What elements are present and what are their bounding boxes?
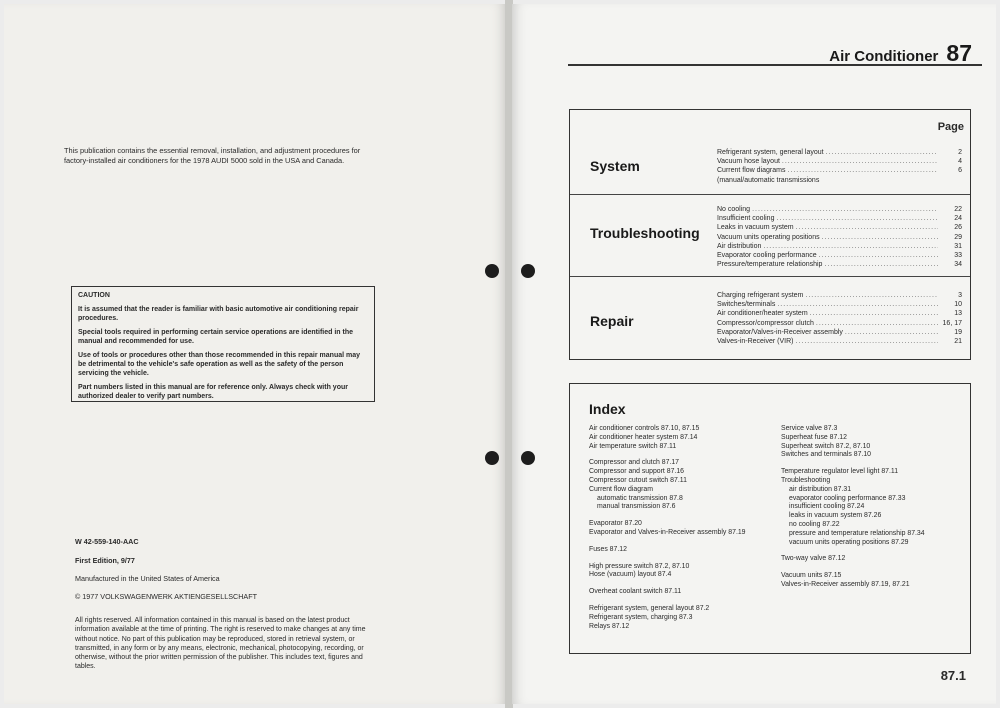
toc-entry: Valves-in-Receiver (VIR) ..... 21 xyxy=(717,337,962,346)
toc-entry: No cooling ..... 22 xyxy=(717,205,962,214)
toc-entry: Air conditioner/heater system ..... 13 xyxy=(717,309,962,318)
index-column-left xyxy=(589,425,779,639)
index-group xyxy=(589,459,779,512)
publication-number: W 42-559-140-AAC xyxy=(75,537,139,546)
toc-entry: Refrigerant system, general layout ..... 2 xyxy=(717,148,962,157)
toc-entry: Vacuum units operating positions ..... 29 xyxy=(717,233,962,242)
index-entry: Refrigerant system, general layout 87.2 xyxy=(589,604,710,612)
toc-entry: Evaporator cooling performance ..... 33 xyxy=(717,251,962,260)
copyright: © 1977 VOLKSWAGENWERK AKTIENGESELLSCHAFT xyxy=(75,592,257,601)
caution-paragraph: Special tools required in performing certain service operations are identified in the manual and recommended for use. xyxy=(78,329,354,345)
index-entry: Service valve 87.3 xyxy=(781,425,838,432)
toc-section-troubleshooting xyxy=(570,194,970,277)
section-entries xyxy=(717,291,962,346)
index-entry: Superheat switch 87.2, 87.10 xyxy=(781,442,871,450)
binder-hole xyxy=(521,451,535,465)
chapter-header xyxy=(829,40,972,67)
index-entry: Switches and terminals 87.10 xyxy=(781,451,872,459)
toc-entry: Insufficient cooling ..... 24 xyxy=(717,214,962,223)
index-entry: Superheat fuse 87.12 xyxy=(781,433,847,441)
toc-entry: Leaks in vacuum system ..... 26 xyxy=(717,223,962,232)
index-entry: Hose (vacuum) layout 87.4 xyxy=(589,571,672,579)
chapter-title: Air Conditioner xyxy=(829,48,939,65)
toc-entry: Pressure/temperature relationship ..... 34 xyxy=(717,260,962,269)
section-title: Troubleshooting xyxy=(590,225,700,241)
index-entry: leaks in vacuum system 87.26 xyxy=(789,512,882,520)
index-group xyxy=(589,425,779,451)
index-entry: High pressure switch 87.2, 87.10 xyxy=(589,562,690,570)
header-rule xyxy=(568,64,982,66)
index-group xyxy=(589,605,779,631)
index-entry: insufficient cooling 87.24 xyxy=(789,503,865,511)
index-entry: Evaporator 87.20 xyxy=(589,520,642,528)
index-entry: Troubleshooting xyxy=(781,476,831,484)
index-entry: automatic transmission 87.8 xyxy=(597,494,683,502)
index-entry: manual transmission 87.6 xyxy=(597,503,676,511)
section-title: Repair xyxy=(590,313,634,329)
index-entry: Air temperature switch 87.11 xyxy=(589,442,677,450)
index-entry: Vacuum units 87.15 xyxy=(781,572,842,580)
page-column-label: Page xyxy=(937,121,964,133)
index-group xyxy=(781,572,967,590)
caution-paragraph: Use of tools or procedures other than those recommended in this repair manual may be detrimental to the vehicle's safe operation as well as the safety of the person servicing the vehicle. xyxy=(78,352,361,377)
index-entry: Valves-in-Receiver assembly 87.19, 87.21 xyxy=(781,580,910,588)
intro-text: This publication contains the essential removal, installation, and adjustment procedures for factory-installed air conditioners for the 1978 AUDI 5000 sold in the USA and Canada. xyxy=(64,146,361,165)
index-box xyxy=(569,383,971,654)
caution-paragraph: Part numbers listed in this manual are for reference only. Always check with your authorized dealer to verify part numbers. xyxy=(78,384,348,400)
index-group xyxy=(589,588,779,597)
section-title: System xyxy=(590,158,640,174)
binder-hole xyxy=(521,264,535,278)
index-entry: Relays 87.12 xyxy=(589,622,630,630)
binder-hole xyxy=(485,451,499,465)
index-entry: evaporator cooling performance 87.33 xyxy=(789,494,906,502)
index-entry: Temperature regulator level light 87.11 xyxy=(781,468,899,476)
index-group xyxy=(781,555,967,564)
contents-box xyxy=(569,109,971,360)
manufactured-note: Manufactured in the United States of America xyxy=(75,574,220,583)
index-title: Index xyxy=(589,401,626,417)
index-entry: Air conditioner controls 87.10, 87.15 xyxy=(589,425,700,432)
toc-entry: Compressor/compressor clutch ..... 16, 17 xyxy=(717,319,962,328)
index-entry: Fuses 87.12 xyxy=(589,545,627,553)
index-group xyxy=(589,563,779,581)
left-page xyxy=(4,4,506,704)
index-entry: Two-way valve 87.12 xyxy=(781,555,846,563)
toc-entry: Charging refrigerant system ..... 3 xyxy=(717,291,962,300)
rights-text: All rights reserved. All information contained in this manual is based on the latest product information available at the time of printing. The right is reserved to make changes at any time without notice. No part of this publication may be reproduced, stored in retrieval system, or transmitted, in any form or by any means, electronic, mechanical, photocopying, recording, or otherwise, without the prior written permission of the publisher. This includes text, figures and tables. xyxy=(75,617,366,671)
caution-box xyxy=(71,286,375,402)
right-page xyxy=(512,4,996,704)
binder-hole xyxy=(485,264,499,278)
toc-entry: Vacuum hose layout ..... 4 xyxy=(717,157,962,166)
toc-section-repair xyxy=(570,276,970,360)
index-entry: Current flow diagram xyxy=(589,485,653,493)
index-group xyxy=(589,546,779,555)
index-group xyxy=(589,520,779,538)
caution-title: CAUTION xyxy=(78,292,110,299)
toc-entry: Air distribution ..... 31 xyxy=(717,242,962,251)
index-entry: Overheat coolant switch 87.11 xyxy=(589,588,682,596)
index-entry: vacuum units operating positions 87.29 xyxy=(789,538,909,546)
toc-section-system xyxy=(570,110,970,194)
index-entry: air distribution 87.31 xyxy=(789,485,852,493)
index-entry: Compressor and support 87.16 xyxy=(589,468,684,476)
index-group xyxy=(781,425,967,460)
toc-entry: Switches/terminals ..... 10 xyxy=(717,300,962,309)
toc-entry: Current flow diagrams ..... 6 xyxy=(717,166,962,175)
index-entry: no cooling 87.22 xyxy=(789,520,840,528)
toc-entry: Evaporator/Valves-in-Receiver assembly ..... 19 xyxy=(717,328,962,337)
index-entry: Refrigerant system, charging 87.3 xyxy=(589,613,693,621)
index-column-right xyxy=(781,425,967,598)
chapter-number: 87 xyxy=(946,40,972,66)
index-entry: pressure and temperature relationship 87.34 xyxy=(789,529,925,537)
caution-paragraph: It is assumed that the reader is familiar with basic automotive air conditioning repair procedures. xyxy=(78,306,359,322)
section-entries xyxy=(717,148,962,185)
toc-entry: (manual/automatic transmissions xyxy=(717,176,820,184)
index-entry: Air conditioner heater system 87.14 xyxy=(589,433,698,441)
section-entries xyxy=(717,205,962,269)
index-group xyxy=(781,468,967,547)
edition: First Edition, 9/77 xyxy=(75,556,135,565)
page-number: 87.1 xyxy=(940,668,966,683)
index-entry: Compressor and clutch 87.17 xyxy=(589,459,680,467)
index-entry: Compressor cutout switch 87.11 xyxy=(589,476,687,484)
index-entry: Evaporator and Valves-in-Receiver assembly 87.19 xyxy=(589,528,746,536)
